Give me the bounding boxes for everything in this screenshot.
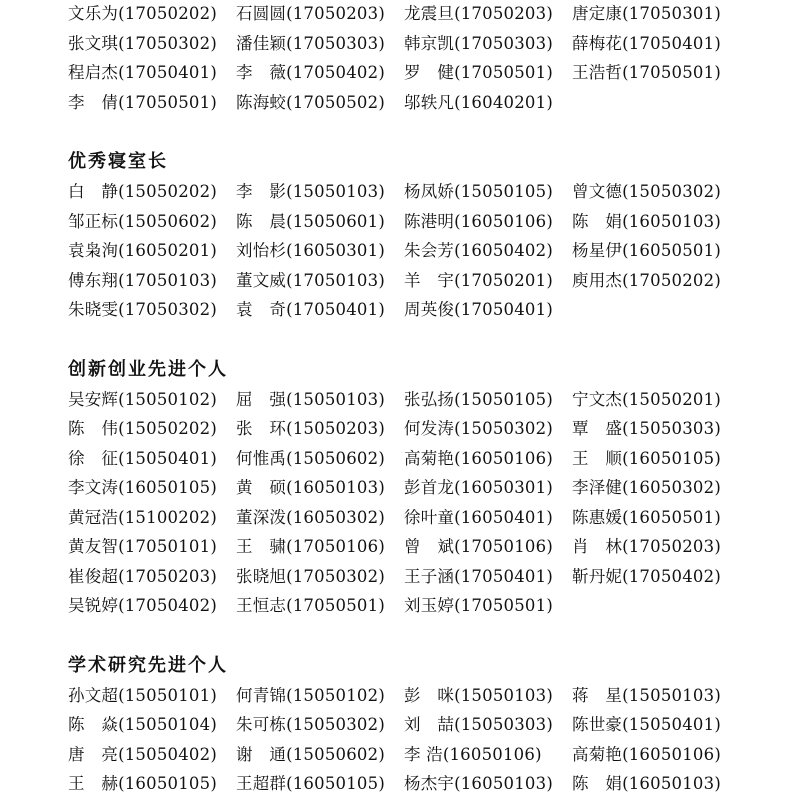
name-entry: 张文琪(17050302) xyxy=(68,33,217,53)
name-entry: 徐叶童(16050401) xyxy=(404,507,553,527)
name-entry: 张 环(15050203) xyxy=(236,419,385,438)
name-entry: 刘玉婷(17050501) xyxy=(404,596,553,615)
name-entry: 潘佳颖(17050303) xyxy=(236,33,385,53)
name-entry: 崔俊超(17050203) xyxy=(68,566,217,586)
section-title: 创新创业先进个人 xyxy=(68,358,228,380)
name-entry: 刘 喆(15050303) xyxy=(404,715,553,734)
name-entry: 李文涛(16050105) xyxy=(68,478,217,497)
name-entry: 白 静(15050202) xyxy=(68,182,217,201)
name-entry: 罗 健(17050501) xyxy=(404,63,553,82)
section-gap xyxy=(68,325,768,355)
name-entry: 王子涵(17050401) xyxy=(404,566,553,586)
name-entry: 程启杰(17050401) xyxy=(68,63,217,82)
section-innovation-entrepreneurship xyxy=(68,355,768,621)
name-entry: 王超群(16050105) xyxy=(236,774,385,793)
name-entry: 王 赫(16050105) xyxy=(68,774,217,793)
name-entry: 韩京凯(17050303) xyxy=(404,33,553,53)
name-entry: 李 浩(16050106) xyxy=(404,744,542,764)
section-gap xyxy=(68,117,768,147)
name-entry: 杨杰宇(16050103) xyxy=(404,774,553,793)
name-entry: 羊 宇(17050201) xyxy=(404,270,553,290)
name-entry: 曾文德(15050302) xyxy=(572,182,721,201)
name-entry: 董文威(17050103) xyxy=(236,270,385,290)
name-entry: 陈世豪(15050401) xyxy=(572,715,721,734)
document-body xyxy=(68,0,768,799)
name-entry: 高菊艳(16050106) xyxy=(404,448,553,468)
name-entry: 彭首龙(16050301) xyxy=(404,478,553,497)
name-entry: 薛梅花(17050401) xyxy=(572,33,721,53)
name-entry: 陈 伟(15050202) xyxy=(68,419,217,438)
name-entry: 陈 晨(15050601) xyxy=(236,211,385,231)
name-entry: 陈 娟(16050103) xyxy=(572,774,721,793)
name-entry: 庾用杰(17050202) xyxy=(572,270,721,290)
name-entry: 朱可栋(15050302) xyxy=(236,715,385,734)
section-outstanding-dorm-leaders xyxy=(68,147,768,325)
name-entry: 陈惠媛(16050501) xyxy=(572,507,721,527)
name-entry: 黄友智(17050101) xyxy=(68,537,217,556)
name-entry: 袁枭洵(16050201) xyxy=(68,241,217,260)
section-gap xyxy=(68,621,768,651)
name-entry: 袁 奇(17050401) xyxy=(236,300,385,319)
name-entry: 覃 盛(15050303) xyxy=(572,419,721,438)
name-entry: 石圆圆(17050203) xyxy=(236,4,385,23)
name-entry: 傅东翔(17050103) xyxy=(68,270,217,290)
name-entry: 曾 斌(17050106) xyxy=(404,537,553,556)
section-continued-list xyxy=(68,0,768,117)
name-entry: 王恒志(17050501) xyxy=(236,596,385,615)
name-entry: 董深泼(16050302) xyxy=(236,507,385,527)
section-title: 学术研究先进个人 xyxy=(68,654,228,676)
name-grid xyxy=(68,681,768,799)
name-entry: 杨星伊(16050501) xyxy=(572,241,721,260)
name-entry: 孙文超(15050101) xyxy=(68,685,217,705)
name-entry: 刘怡杉(16050301) xyxy=(236,241,385,260)
name-entry: 王浩哲(17050501) xyxy=(572,63,721,82)
name-entry: 蒋 星(15050103) xyxy=(572,685,721,705)
name-entry: 何发涛(15050302) xyxy=(404,419,553,438)
name-entry: 唐 亮(15050402) xyxy=(68,744,217,764)
name-entry: 龙震旦(17050203) xyxy=(404,4,553,23)
section-title: 优秀寝室长 xyxy=(68,151,168,172)
name-entry: 李泽健(16050302) xyxy=(572,478,721,497)
name-entry: 王 骕(17050106) xyxy=(236,537,385,556)
name-entry: 何惟禹(15050602) xyxy=(236,448,385,468)
name-entry: 张晓旭(17050302) xyxy=(236,566,385,586)
name-entry: 黄 硕(16050103) xyxy=(236,478,385,497)
name-entry: 邬轶凡(16040201) xyxy=(404,92,553,112)
name-entry: 谢 通(15050602) xyxy=(236,744,385,764)
name-entry: 李 倩(17050501) xyxy=(68,92,217,112)
name-entry: 张弘扬(15050105) xyxy=(404,389,553,409)
name-entry: 李 薇(17050402) xyxy=(236,63,385,82)
name-entry: 李 影(15050103) xyxy=(236,182,385,201)
name-entry: 高菊艳(16050106) xyxy=(572,744,721,764)
name-entry: 靳丹妮(17050402) xyxy=(572,566,721,586)
name-entry: 唐定康(17050301) xyxy=(572,4,721,23)
name-entry: 邹正标(15050602) xyxy=(68,211,217,231)
name-entry: 朱晓雯(17050302) xyxy=(68,300,217,319)
name-entry: 陈海蛟(17050502) xyxy=(236,92,385,112)
name-entry: 陈港明(16050106) xyxy=(404,211,553,231)
name-grid xyxy=(68,385,768,621)
name-entry: 彭 咪(15050103) xyxy=(404,685,553,705)
name-entry: 宁文杰(15050201) xyxy=(572,389,721,409)
name-entry: 陈 娟(16050103) xyxy=(572,211,721,231)
name-entry: 王 顺(16050105) xyxy=(572,448,721,468)
name-entry: 肖 林(17050203) xyxy=(572,537,721,556)
name-entry: 杨凤娇(15050105) xyxy=(404,182,553,201)
name-entry: 周英俊(17050401) xyxy=(404,300,553,319)
name-entry: 朱会芳(16050402) xyxy=(404,241,553,260)
name-entry: 何青锦(15050102) xyxy=(236,685,385,705)
section-academic-research xyxy=(68,651,768,799)
name-entry: 黄冠浩(15100202) xyxy=(68,507,217,527)
name-entry: 陈 焱(15050104) xyxy=(68,715,217,734)
name-entry: 吴安辉(15050102) xyxy=(68,389,217,409)
name-entry: 屈 强(15050103) xyxy=(236,389,385,409)
name-grid xyxy=(68,0,768,117)
name-grid xyxy=(68,177,768,325)
name-entry: 吴锐婷(17050402) xyxy=(68,596,217,615)
name-entry: 徐 征(15050401) xyxy=(68,448,217,468)
name-entry: 文乐为(17050202) xyxy=(68,4,217,23)
